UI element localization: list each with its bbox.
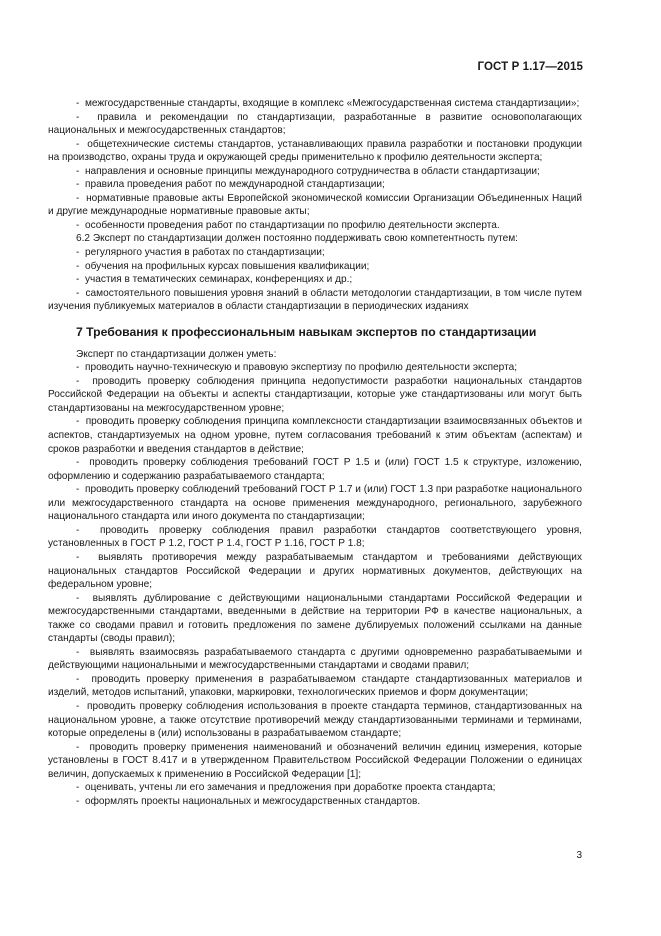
list-item: - регулярного участия в работах по стандартизации; (48, 246, 582, 260)
list-item: - проводить проверку соблюдения принципа комплексности стандартизации взаимосвязанных объектов и аспектов, стандартизуемых на одном уровне, путем согласования требований к этим объектам (аспектам) и сроков разработки и введения стандартов в действие; (48, 415, 582, 456)
list-item: - правила проведения работ по международной стандартизации; (48, 178, 582, 192)
list-item: - межгосударственные стандарты, входящие в комплекс «Межгосударственная система стандартизации»; (48, 97, 582, 111)
list-item: - общетехнические системы стандартов, устанавливающих правила разработки и постановки продукции на производство, охраны труда и окружающей среды применительно к профилю деятельности эксперта; (48, 138, 582, 165)
section-7-heading: 7 Требования к профессиональным навыкам экспертов по стандартизации (76, 324, 537, 339)
page-number: 3 (576, 850, 582, 861)
list-item: - правила и рекомендации по стандартизации, разработанные в развитие основополагающих национальных и межгосударственных стандартов; (48, 111, 582, 138)
list-item: - проводить проверку соблюдений требований ГОСТ Р 1.7 и (или) ГОСТ 1.3 при разработке национального или межгосударственного стандарта на основе применения международного, регионального, зарубежного национального стандарта или иного документа по стандартизации; (48, 483, 582, 524)
list-item: - направления и основные принципы международного сотрудничества в области стандартизации; (48, 165, 582, 179)
list-item: - обучения на профильных курсах повышения квалификации; (48, 260, 582, 274)
list-item: - проводить проверку применения наименований и обозначений величин единиц измерения, которые установлены в ГОСТ 8.417 и в утвержденном Правительством Российской Федерации Положении о единицах величин, допускаемых к применению в Российской Федерации [1]; (48, 741, 582, 782)
clause-6-2: 6.2 Эксперт по стандартизации должен постоянно поддерживать свою компетентность путем: (76, 233, 518, 245)
document-body (48, 97, 582, 808)
list-item: - проводить проверку соблюдения использования в проекте стандарта терминов, стандартизованных на национальном уровне, а также отсутствие противоречий между стандартизованными терминами и терминами, которые определены в (или) использованы в разрабатываемом стандарте; (48, 700, 582, 741)
list-item: - выявлять противоречия между разрабатываемым стандартом и требованиями действующих национальных стандартов Российской Федерации и других нормативных документов, действующих на федеральном уровне; (48, 551, 582, 592)
list-item: - самостоятельного повышения уровня знаний в области методологии стандартизации, в том числе путем изучения публикуемых материалов в области стандартизации в периодических изданиях (48, 287, 582, 314)
list-item: - проводить проверку применения в разрабатываемом стандарте стандартизованных материалов и изделий, методов испытаний, упаковки, маркировки, технологических приемов и форм документации; (48, 673, 582, 700)
list-item: - проводить проверку соблюдения требований ГОСТ Р 1.5 и (или) ГОСТ 1.5 к структуре, изложению, оформлению и содержанию разрабатываемого стандарта; (48, 456, 582, 483)
list-item: - особенности проведения работ по стандартизации по профилю деятельности эксперта. (48, 219, 582, 233)
list-item: - оформлять проекты национальных и межгосударственных стандартов. (48, 795, 582, 809)
list-item: - проводить проверку соблюдения правил разработки стандартов соответствующего уровня, установленных в ГОСТ Р 1.2, ГОСТ Р 1.4, ГОСТ Р 1.16, ГОСТ Р 1.8; (48, 524, 582, 551)
document-id-header: ГОСТ Р 1.17—2015 (477, 61, 583, 73)
list-item: - выявлять дублирование с действующими национальными стандартами Российской Федерации и межгосударственными стандартами, введенными в действие на территории РФ в качестве национальных, а также со сводами правил и готовить предложения по замене дублируемых положений ссылками на данные стандарты (своды правил); (48, 592, 582, 646)
list-item: - участия в тематических семинарах, конференциях и др.; (48, 273, 582, 287)
list-item: - проводить проверку соблюдения принципа недопустимости разработки национальных стандартов Российской Федерации на объекты и аспекты стандартизации, которые уже стандартизованы или могут быть стандартизованы на межгосударственном уровне; (48, 375, 582, 416)
list-item: - проводить научно-техническую и правовую экспертизу по профилю деятельности эксперта; (48, 361, 582, 375)
section-7-intro: Эксперт по стандартизации должен уметь: (76, 348, 277, 360)
list-item: - нормативные правовые акты Европейской экономической комиссии Организации Объединенных Наций и другие международные нормативные правовые акты; (48, 192, 582, 219)
list-item: - оценивать, учтены ли его замечания и предложения при доработке проекта стандарта; (48, 781, 582, 795)
list-item: - выявлять взаимосвязь разрабатываемого стандарта с другими одновременно разрабатываемыми и действующими национальными и межгосударственными стандартами и сводами правил; (48, 646, 582, 673)
